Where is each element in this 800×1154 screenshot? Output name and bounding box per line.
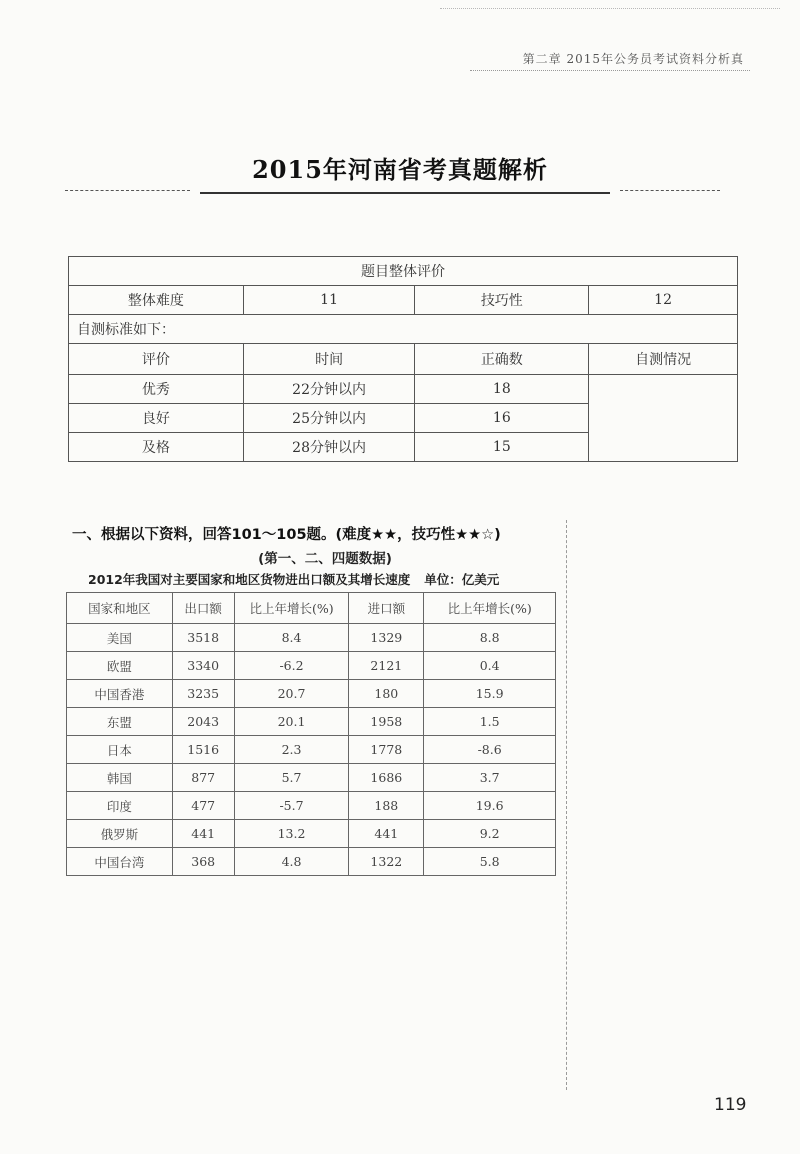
trade-import-growth: 15.9 — [424, 680, 556, 708]
eval-correct: 16 — [415, 404, 589, 433]
trade-region: 欧盟 — [67, 652, 173, 680]
table-unit: 单位：亿美元 — [424, 572, 500, 587]
trade-export-growth: 5.7 — [234, 764, 349, 792]
title-rule — [200, 192, 610, 194]
trade-import: 1958 — [349, 708, 424, 736]
trade-export-growth: 20.1 — [234, 708, 349, 736]
eval-col-correct: 正确数 — [415, 344, 589, 375]
trade-region: 日本 — [67, 736, 173, 764]
eval-time: 25分钟以内 — [243, 404, 415, 433]
trade-export: 368 — [172, 848, 234, 876]
trade-import: 1686 — [349, 764, 424, 792]
trade-import: 180 — [349, 680, 424, 708]
trade-export: 3518 — [172, 624, 234, 652]
trade-export: 3340 — [172, 652, 234, 680]
running-header: 第二章 2015年公务员考试资料分析真 — [522, 52, 744, 66]
table-row — [67, 764, 556, 792]
eval-row — [69, 375, 738, 404]
trade-import-growth: 3.7 — [424, 764, 556, 792]
margin-divider — [566, 520, 567, 1090]
trade-import: 188 — [349, 792, 424, 820]
trade-col-export: 出口额 — [172, 593, 234, 624]
trade-export-growth: 4.8 — [234, 848, 349, 876]
trade-export-growth: 2.3 — [234, 736, 349, 764]
trade-export-growth: 13.2 — [234, 820, 349, 848]
eval-grade: 良好 — [69, 404, 244, 433]
eval-correct: 18 — [415, 375, 589, 404]
trade-import: 441 — [349, 820, 424, 848]
self-assessment-cell[interactable] — [589, 375, 738, 462]
title-rule-left — [65, 190, 190, 191]
eval-col-self: 自测情况 — [589, 344, 738, 375]
table-row — [67, 624, 556, 652]
standard-note: 自测标准如下： — [69, 315, 738, 344]
trade-import-growth: 19.6 — [424, 792, 556, 820]
trade-export: 477 — [172, 792, 234, 820]
eval-grade: 优秀 — [69, 375, 244, 404]
trade-table — [66, 592, 556, 876]
table-row — [67, 848, 556, 876]
trade-region: 中国香港 — [67, 680, 173, 708]
trade-region: 韩国 — [67, 764, 173, 792]
difficulty-value: 11 — [243, 286, 415, 315]
trade-import-growth: 8.8 — [424, 624, 556, 652]
eval-col-grade: 评价 — [69, 344, 244, 375]
trade-export-growth: 8.4 — [234, 624, 349, 652]
trade-export: 1516 — [172, 736, 234, 764]
difficulty-label: 整体难度 — [69, 286, 244, 315]
eval-time: 22分钟以内 — [243, 375, 415, 404]
evaluation-heading: 题目整体评价 — [69, 257, 738, 286]
skill-value: 12 — [589, 286, 738, 315]
trade-export: 2043 — [172, 708, 234, 736]
trade-col-region: 国家和地区 — [67, 593, 173, 624]
table-caption — [88, 570, 499, 588]
top-edge-line — [440, 8, 780, 10]
trade-import: 1322 — [349, 848, 424, 876]
trade-region: 中国台湾 — [67, 848, 173, 876]
eval-col-time: 时间 — [243, 344, 415, 375]
page-number: 119 — [714, 1095, 747, 1115]
table-title: 2012年我国对主要国家和地区货物进出口额及其增长速度 — [88, 572, 411, 587]
trade-region: 俄罗斯 — [67, 820, 173, 848]
trade-region: 印度 — [67, 792, 173, 820]
table-row — [67, 736, 556, 764]
eval-time: 28分钟以内 — [243, 433, 415, 462]
trade-col-export-growth: 比上年增长(%) — [234, 593, 349, 624]
trade-region: 美国 — [67, 624, 173, 652]
table-row — [67, 652, 556, 680]
eval-correct: 15 — [415, 433, 589, 462]
trade-region: 东盟 — [67, 708, 173, 736]
trade-import-growth: 1.5 — [424, 708, 556, 736]
trade-export-growth: 20.7 — [234, 680, 349, 708]
evaluation-table — [68, 256, 738, 462]
trade-export-growth: -6.2 — [234, 652, 349, 680]
table-row — [67, 820, 556, 848]
trade-export: 441 — [172, 820, 234, 848]
trade-col-import: 进口额 — [349, 593, 424, 624]
trade-import-growth: 0.4 — [424, 652, 556, 680]
trade-import: 1778 — [349, 736, 424, 764]
title-rule-right — [620, 190, 720, 191]
table-row — [67, 708, 556, 736]
trade-import: 2121 — [349, 652, 424, 680]
page-title: 2015年河南省考真题解析 — [252, 155, 548, 184]
question-subheading: (第一、二、四题数据) — [258, 551, 392, 567]
trade-import-growth: 5.8 — [424, 848, 556, 876]
trade-import-growth: -8.6 — [424, 736, 556, 764]
trade-export: 877 — [172, 764, 234, 792]
question-heading: 一、根据以下资料，回答101～105题。(难度★★，技巧性★★☆) — [72, 527, 501, 543]
trade-import: 1329 — [349, 624, 424, 652]
trade-export: 3235 — [172, 680, 234, 708]
trade-col-import-growth: 比上年增长(%) — [424, 593, 556, 624]
trade-import-growth: 9.2 — [424, 820, 556, 848]
running-header-rule — [470, 70, 750, 71]
table-row — [67, 792, 556, 820]
eval-grade: 及格 — [69, 433, 244, 462]
table-row — [67, 680, 556, 708]
trade-export-growth: -5.7 — [234, 792, 349, 820]
skill-label: 技巧性 — [415, 286, 589, 315]
